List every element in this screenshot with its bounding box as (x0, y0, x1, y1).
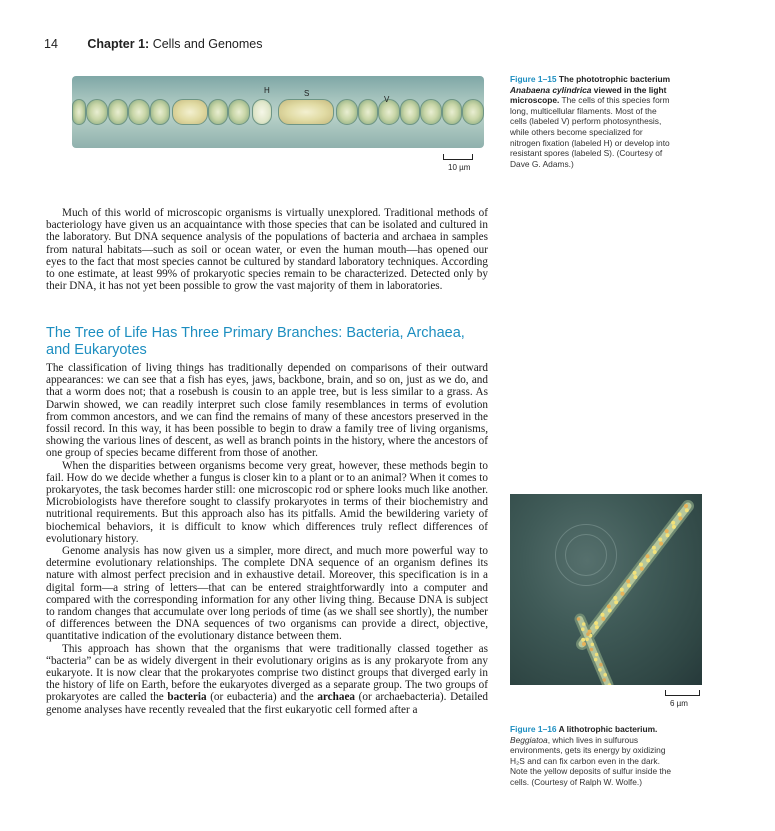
beggiatoa-filaments (510, 494, 702, 685)
sulfur-granule (672, 525, 676, 529)
anabaena-filament (72, 99, 484, 125)
filament-cell (278, 99, 334, 125)
figure-1-16-caption (510, 724, 732, 788)
sulfur-granule (586, 632, 590, 636)
caption-line: H₂S and can fix carbon even in the dark. (510, 755, 660, 766)
filament-cell (228, 99, 250, 125)
sulfur-granule (603, 673, 607, 677)
caption-line: Note the yellow deposits of sulfur inside the (510, 766, 672, 777)
sulfur-granule (601, 613, 605, 617)
sulfur-granule (601, 617, 605, 621)
paragraph: When the disparities between organisms become very great, however, these methods begin to fail. How do we decide whether a fungus is closer kin to a plant or to an animal? When it comes to prokaryotes, the task becomes harder still: one microscopic rod or sphere looks much like another. Microbiologists have therefore sought to classify prokaryotes in terms of their biochemistry and nutritional requirements. But this approach also has its pitfalls. Amid the bewildering variety of biochemical behaviors, it is difficult to know which differences truly reflect differences of evolutionary history. (46, 459, 488, 545)
sulfur-granule (577, 617, 581, 621)
sulfur-granule (613, 596, 617, 600)
filament-cell (252, 99, 272, 125)
filament-cell (172, 99, 208, 125)
sulfur-granule (591, 643, 595, 647)
sulfur-granule (599, 663, 603, 667)
chapter-title: Cells and Genomes (152, 37, 263, 51)
sulfur-granule (590, 648, 594, 652)
caption-line: Beggiatoa, which lives in sulfurous (510, 734, 639, 745)
sulfur-granule (603, 678, 607, 682)
chapter-label: Chapter 1 (87, 37, 146, 51)
section-text (46, 362, 488, 716)
sulfur-granule (595, 653, 599, 657)
caption-line: cells. (Courtesy of Ralph W. Wolfe.) (510, 776, 643, 787)
filament-cell (108, 99, 128, 125)
sulfur-granule (678, 517, 682, 521)
sulfur-granule (607, 604, 611, 608)
paragraph: Much of this world of microscopic organisms is virtually unexplored. Traditional methods of bacteriology have given us an acquaintance with those species that can be isolated and cultured in the laboratory. But DNA sequence analysis of the populations of bacteria and archaea in samples from natural habitats—such as soil or ocean water, or even the human mouth—has opened our eyes to the fact that most species cannot be cultured by standard laboratory techniques. According to one estimate, at least 99% of prokaryotic species remain to be characterized. Detected only by their DNA, it has not yet been possible to grow the vast majority of them in laboratories. (46, 207, 488, 293)
sulfur-granule (633, 575, 637, 579)
filament-cell (72, 99, 86, 125)
sulfur-granule (581, 638, 585, 642)
running-header (44, 37, 262, 51)
filament-cell (400, 99, 420, 125)
sulfur-granule (626, 579, 630, 583)
caption-line: Dave G. Adams.) (510, 158, 574, 169)
anabaena-micrograph (72, 76, 484, 148)
filament-cell (150, 99, 170, 125)
filament-cell (462, 99, 484, 125)
scale-label-6um: 6 µm (670, 699, 688, 708)
sulfur-granule (640, 567, 644, 571)
filament-cell (358, 99, 378, 125)
sulfur-granule (658, 538, 662, 542)
page-number: 14 (44, 37, 58, 51)
sulfur-granule (633, 571, 637, 575)
sulfur-granule (594, 658, 598, 662)
sulfur-granule (581, 627, 585, 631)
sulfur-granule (685, 508, 689, 512)
sulfur-granule (671, 521, 675, 525)
caption-line: nitrogen fixation (labeled H) or develop into (510, 137, 670, 148)
filament-cell (336, 99, 358, 125)
sulfur-granule (614, 600, 618, 604)
term-bacteria: bacteria (167, 691, 207, 704)
sulfur-granule (595, 625, 599, 629)
sulfur-granule (646, 554, 650, 558)
sulfur-granule (594, 621, 598, 625)
sulfur-granule (621, 592, 625, 596)
chapter-heading: Chapter 1: Cells and Genomes (87, 37, 263, 51)
filament-cell (208, 99, 228, 125)
intro-text (46, 207, 488, 292)
label-s: S (304, 89, 310, 98)
filament-cell (128, 99, 150, 125)
term-archaea: archaea (317, 691, 356, 704)
sulfur-granule (659, 542, 663, 546)
caption-line: environments, gets its energy by oxidizing (510, 745, 666, 756)
sulfur-granule (646, 558, 650, 562)
scale-label-10um: 10 µm (448, 163, 471, 172)
sulfur-granule (665, 529, 669, 533)
sulfur-granule (585, 638, 589, 642)
caption-line: Figure 1–16 A lithotrophic bacterium. (510, 724, 658, 734)
scale-bar-6um (665, 690, 700, 696)
caption-line: long, multicellular filaments. Most of the (510, 105, 657, 116)
paragraph: Genome analysis has now given us a simpler, more direct, and much more powerful way to determine evolutionary relationships. The complete DNA sequence of an organism defines its nature with almost perfect precision and in exhaustive detail. Moreover, this specification is in a digital form—a string of letters—that can be entered straightforwardly into a computer and compared with the corresponding information for any other living thing. Because DNA is subject to random changes that accumulate over long periods of time (as we shall see shortly), the number of differences between the DNA sequences of two organisms can provide a direct, objective, quantitative indication of the evolutionary distance between them. (46, 545, 488, 643)
caption-line: microscope. The cells of this species form (510, 95, 670, 106)
beggiatoa-micrograph (510, 494, 702, 685)
sulfur-granule (653, 550, 657, 554)
sulfur-granule (620, 588, 624, 592)
sulfur-granule (639, 563, 643, 567)
sulfur-granule (666, 533, 670, 537)
halo-ring (555, 524, 617, 586)
paragraph-last: This approach has shown that the organisms that were traditionally classed together as “bacteria” can be as widely divergent in their evolutionary origins as is any prokaryote from any eukaryote. It is now clear that the prokaryotes comprise two distinct groups that diverged early in the history of life on Earth, before the eukaryotes diverged as a separate group. The two groups of prokaryotes are called the bacteria (or eubacteria) and the archaea (or archaebacteria). Detailed genome analyses have recently revealed that the first eukaryotic cell formed after a (46, 642, 488, 716)
sulfur-granule (678, 512, 682, 516)
paragraph: The classification of living things has traditionally depended on comparisons of their outward appearances: we can see that a fish has eyes, jaws, backbone, brain, and so on, just as we do, and that a worm does not; that a rosebush is cousin to an apple tree, but is less similar to a grass. As Darwin showed, we can readily interpret such close family resemblances in terms of evolution from common ancestors, and we can find the remains of many of these ancestors preserved in the fossil record. In this way, it has been possible to begin to draw a family tree of living organisms, showing the various lines of descent, as well as branch points in the history, where the ancestors of one group of species became different from those of another. (46, 362, 489, 460)
figure-1-15-caption (510, 74, 732, 169)
filament-cell (86, 99, 108, 125)
scale-bar-10um (443, 154, 473, 160)
sulfur-granule (684, 504, 688, 508)
caption-line: while others become specialized for (510, 126, 643, 137)
sulfur-granule (627, 584, 631, 588)
sulfur-granule (582, 642, 586, 646)
filament-cell (442, 99, 462, 125)
caption-line: cells (labeled V) perform photosynthesis, (510, 116, 662, 127)
sulfur-granule (652, 546, 656, 550)
caption-line: resistant spores (labeled S). (Courtesy of (510, 148, 663, 159)
caption-line: Figure 1–15 The phototrophic bacterium (510, 74, 671, 84)
sulfur-granule (608, 609, 612, 613)
caption-line: Anabaena cylindrica viewed in the light (510, 84, 667, 95)
label-v: V (384, 95, 390, 104)
sulfur-granule (582, 622, 586, 626)
sulfur-granule (598, 668, 602, 672)
section-heading: The Tree of Life Has Three Primary Branches: Bacteria, Archaea, and Eukaryotes (46, 325, 465, 358)
filament-cell (420, 99, 442, 125)
label-h: H (264, 86, 270, 95)
